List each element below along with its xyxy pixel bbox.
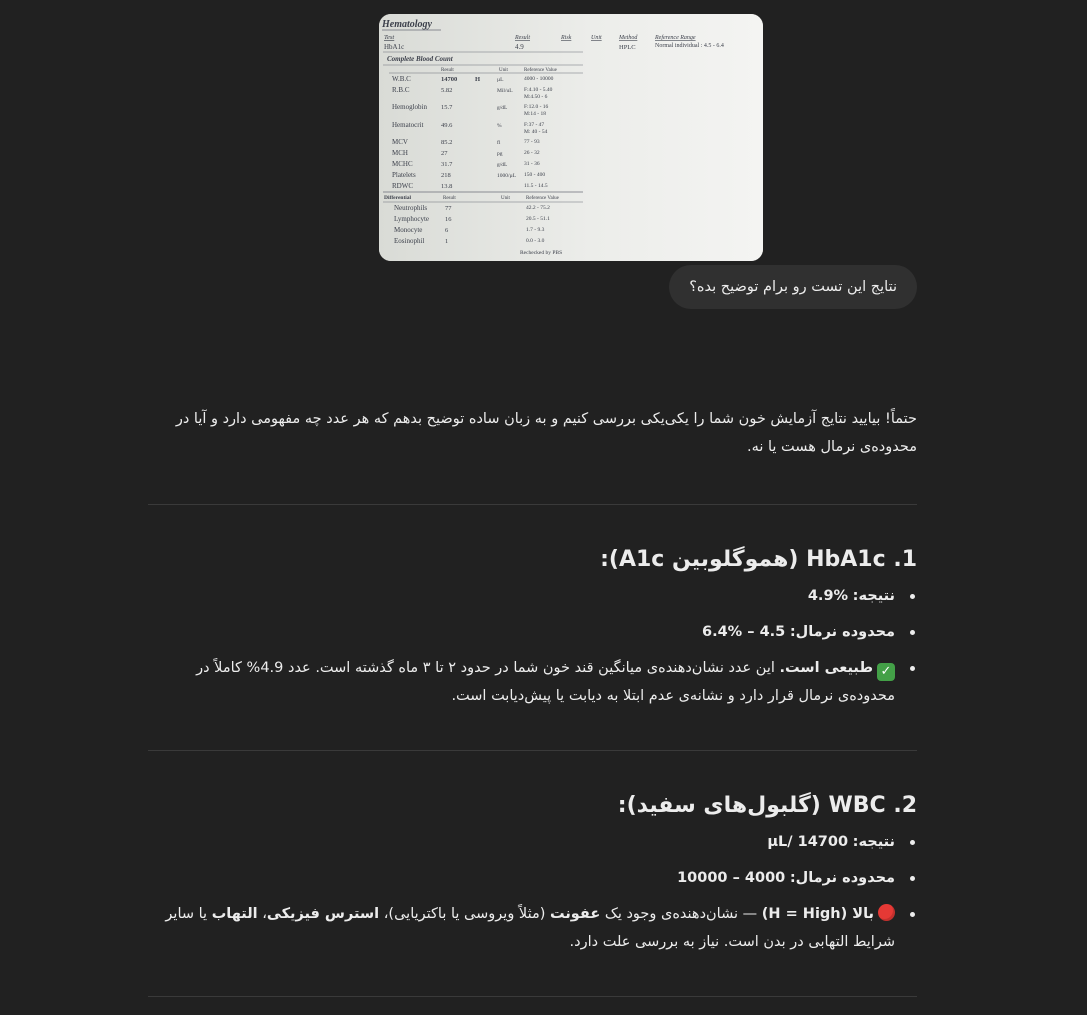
range-label: محدوده نرمال: bbox=[789, 624, 895, 640]
lab-header-ref: Reference Range bbox=[655, 35, 696, 41]
lab-cbc-header-unit: Unit bbox=[499, 68, 508, 73]
lab-cbc-row-result: 15.7 bbox=[441, 104, 453, 111]
lab-diff-header-unit: Unit bbox=[501, 196, 510, 201]
status-label: طبیعی است. bbox=[779, 660, 873, 676]
red-circle-icon bbox=[878, 904, 895, 921]
lab-cbc-row-unit: fl bbox=[497, 140, 501, 146]
list-item bbox=[148, 900, 917, 956]
user-message-bubble bbox=[669, 265, 917, 309]
lab-cbc-row-result: 85.2 bbox=[441, 139, 453, 146]
lab-cbc-row-ref: F:4.10 - 5.40 bbox=[524, 87, 553, 93]
lab-cbc-row-ref: F:12.0 - 16 bbox=[524, 104, 549, 110]
lab-cbc-row-ref: 26 - 32 bbox=[524, 150, 540, 156]
list-item bbox=[148, 654, 917, 710]
lab-cbc-row-unit: g/dL bbox=[497, 105, 508, 111]
user-message-text: نتایج این تست رو برام توضیح بده؟ bbox=[689, 279, 897, 295]
lab-cbc-row-name: RDWC bbox=[392, 182, 413, 190]
lab-hba1c-ref: Normal individual : 4.5 - 6.4 bbox=[655, 43, 724, 49]
list-item bbox=[148, 828, 917, 856]
lab-diff-row-result: 16 bbox=[445, 216, 452, 223]
lab-diff-row-result: 1 bbox=[445, 238, 449, 245]
wbc-details bbox=[148, 828, 917, 956]
lab-diff-title: Differential bbox=[384, 195, 412, 201]
lab-cbc-header-result: Result bbox=[441, 68, 454, 73]
result-value: 4.9% bbox=[807, 588, 849, 604]
lab-header-result: Result bbox=[515, 35, 530, 41]
lab-cbc-header-ref: Reference Value bbox=[524, 68, 557, 73]
list-item bbox=[148, 618, 917, 646]
lab-cbc-row-name: R.B.C bbox=[392, 86, 410, 94]
status-emphasis: عفونت bbox=[550, 906, 601, 922]
lab-cbc-row-name: Hemoglobin bbox=[392, 103, 427, 111]
status-emphasis: استرس فیزیکی bbox=[266, 906, 380, 922]
lab-cbc-row-result: 14700 bbox=[441, 76, 458, 83]
lab-diff-row-ref: 20.5 - 51.1 bbox=[526, 216, 550, 222]
status-label: بالا (H = High) bbox=[761, 906, 874, 922]
lab-cbc-row-unit: Mil/uL bbox=[497, 88, 513, 94]
status-emphasis: التهاب bbox=[211, 906, 258, 922]
lab-header-method: Method bbox=[619, 35, 638, 41]
lab-diff-row-ref: 1.7 - 9.3 bbox=[526, 227, 545, 233]
lab-diff-header-ref: Reference Value bbox=[526, 196, 559, 201]
result-label: نتیجه: bbox=[852, 834, 895, 850]
lab-title: Hematology bbox=[382, 19, 432, 30]
lab-cbc-row-ref2: M:14 - 18 bbox=[524, 111, 546, 117]
lab-footer: Rechecked by PBS bbox=[520, 250, 563, 256]
lab-cbc-row-result: 218 bbox=[441, 172, 451, 179]
check-mark-icon: ✓ bbox=[877, 663, 895, 681]
lab-cbc-row-unit: % bbox=[497, 123, 502, 129]
lab-diff-row-result: 77 bbox=[445, 205, 452, 212]
section-divider bbox=[148, 504, 917, 505]
lab-diff-row-name: Monocyte bbox=[394, 226, 423, 234]
list-item bbox=[148, 864, 917, 892]
section-title-wbc: 2. WBC (گلبول‌های سفید): bbox=[617, 793, 917, 818]
uploaded-lab-image[interactable] bbox=[379, 14, 763, 261]
status-text: ، bbox=[257, 906, 267, 922]
status-text: — نشان‌دهنده‌ی وجود یک bbox=[600, 906, 762, 922]
lab-cbc-row-ref2: M:4.50 - 6 bbox=[524, 94, 548, 100]
lab-cbc-row-name: Hematocrit bbox=[392, 121, 424, 129]
section-divider bbox=[148, 996, 917, 997]
lab-cbc-row-unit: g/dL bbox=[497, 162, 508, 168]
lab-header-test: Test bbox=[384, 34, 395, 41]
lab-cbc-row-ref: 77 - 93 bbox=[524, 139, 540, 145]
lab-hba1c-result: 4.9 bbox=[515, 43, 524, 51]
lab-header-risk: Risk bbox=[561, 35, 572, 41]
lab-cbc-row-ref2: M: 40 - 54 bbox=[524, 129, 548, 135]
lab-diff-row-ref: 0.0 - 3.0 bbox=[526, 238, 545, 244]
lab-cbc-row-name: Platelets bbox=[392, 171, 416, 179]
assistant-response bbox=[148, 405, 917, 997]
section-title-hba1c: 1. HbA1c (هموگلوبین A1c): bbox=[600, 547, 917, 572]
result-label: نتیجه: bbox=[852, 588, 895, 604]
lab-cbc-row-ref: 31 - 36 bbox=[524, 161, 540, 167]
lab-cbc-row-name: W.B.C bbox=[392, 75, 411, 83]
response-intro: حتماً! بیایید نتایج آزمایش خون شما را یکی‌یکی بررسی کنیم و به زبان ساده توضیح بدهم که هر عدد چه مفهومی دارد و آیا در محدوده‌ی نرمال هست یا نه. bbox=[175, 411, 917, 455]
lab-cbc-row-ref: 11.5 - 14.5 bbox=[524, 183, 548, 189]
lab-hba1c-name: HbA1c bbox=[384, 43, 405, 51]
lab-cbc-row-result: 31.7 bbox=[441, 161, 453, 168]
lab-cbc-row-ref: 4000 - 10000 bbox=[524, 76, 554, 82]
lab-diff-row-name: Eosinophil bbox=[394, 237, 425, 245]
lab-cbc-row-result: 13.8 bbox=[441, 183, 453, 190]
lab-cbc-row-result: 27 bbox=[441, 150, 448, 157]
lab-cbc-row-ref: F:37 - 47 bbox=[524, 122, 545, 128]
lab-cbc-row-ref: 150 - 400 bbox=[524, 172, 546, 178]
status-text: یا سایر شرایط التهابی در بدن است. نیاز به بررسی علت دارد. bbox=[165, 906, 895, 950]
section-divider bbox=[148, 750, 917, 751]
range-label: محدوده نرمال: bbox=[789, 870, 895, 886]
lab-diff-row-name: Lymphocyte bbox=[394, 215, 429, 223]
lab-cbc-row-unit: pg bbox=[497, 151, 503, 157]
lab-diff-header-result: Result bbox=[443, 196, 456, 201]
lab-cbc-row-result: 49.6 bbox=[441, 122, 453, 129]
status-text: (مثلاً ویروسی یا باکتریایی)، bbox=[379, 906, 550, 922]
lab-cbc-row-name: MCHC bbox=[392, 160, 413, 168]
lab-cbc-row-unit: µL bbox=[497, 77, 504, 83]
range-value: 4000 – 10000 bbox=[677, 870, 786, 886]
lab-cbc-row-unit: 1000/µL bbox=[497, 173, 517, 179]
lab-diff-row-name: Neutrophils bbox=[394, 204, 428, 212]
lab-cbc-title: Complete Blood Count bbox=[387, 55, 453, 63]
result-value: 14700 /µL bbox=[767, 834, 849, 850]
lab-diff-row-result: 6 bbox=[445, 227, 449, 234]
status-text: این عدد نشان‌دهنده‌ی میانگین قند خون شما در حدود ۲ تا ۳ ماه گذشته است. عدد 4.9% کاملاً در محدوده‌ی نرمال قرار دارد و نشانه‌ی عدم ابتلا به دیابت یا پیش‌دیابت است. bbox=[196, 660, 895, 704]
lab-cbc-row-flag: H bbox=[475, 76, 481, 83]
lab-diff-row-ref: 42.2 - 75.2 bbox=[526, 205, 550, 211]
lab-header-unit: Unit bbox=[591, 35, 602, 41]
hba1c-details bbox=[148, 582, 917, 710]
range-value: 4.5 – 6.4% bbox=[701, 624, 786, 640]
lab-cbc-row-name: MCV bbox=[392, 138, 408, 146]
lab-cbc-row-name: MCH bbox=[392, 149, 408, 157]
list-item bbox=[148, 582, 917, 610]
lab-report-photo bbox=[379, 14, 763, 261]
lab-cbc-row-result: 5.82 bbox=[441, 87, 453, 94]
lab-hba1c-method: HPLC bbox=[619, 44, 636, 51]
